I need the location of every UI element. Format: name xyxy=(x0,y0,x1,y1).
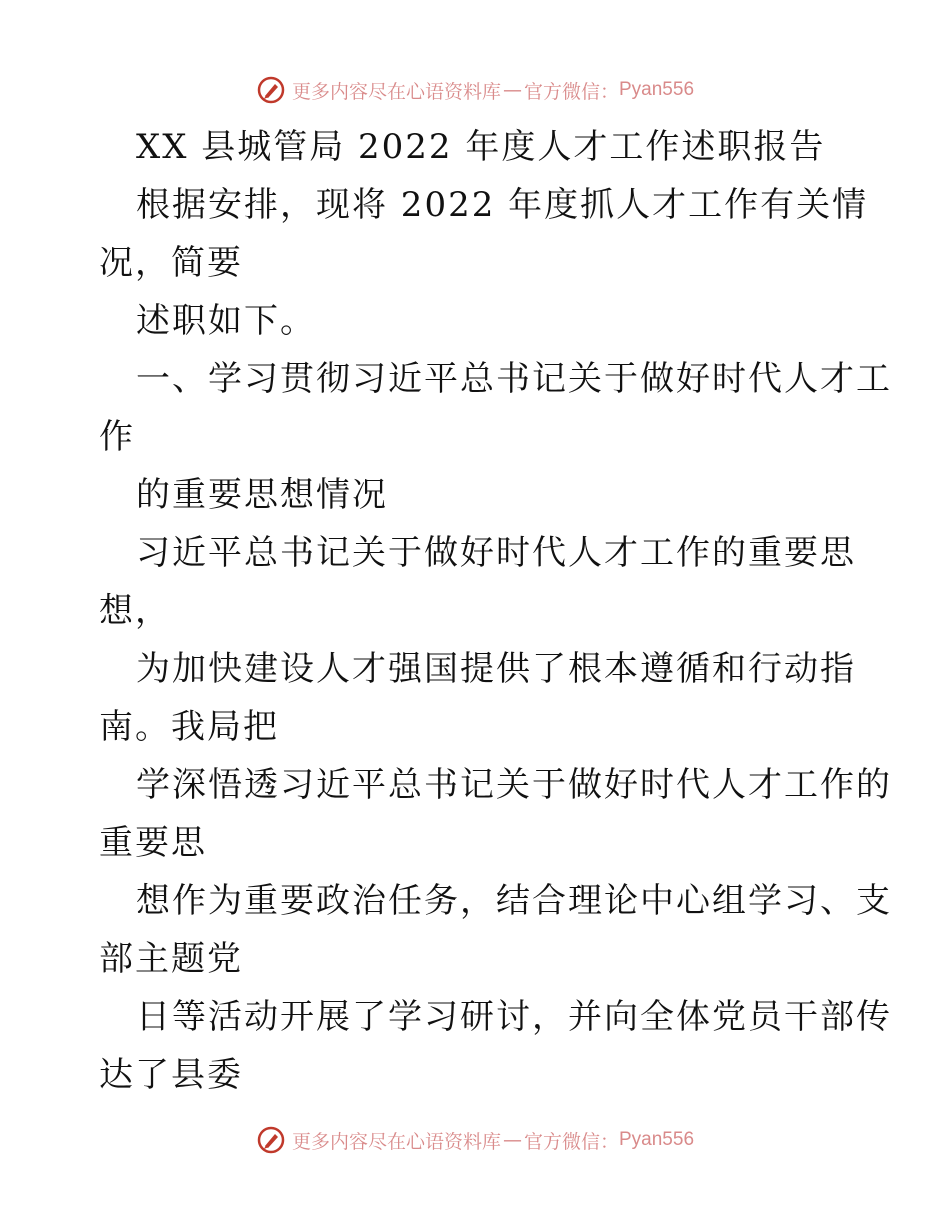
paragraph-line: 重要思 xyxy=(99,823,207,863)
paragraph-line: 为加快建设人才强国提供了根本遵循和行动指 xyxy=(136,649,856,689)
watermark-wechat-label: 官方微信： xyxy=(523,80,619,103)
paragraph-line: 习近平总书记关于做好时代人才工作的重要思 xyxy=(136,533,856,573)
section-heading: 一、学习贯彻习近平总书记关于做好时代人才工 xyxy=(136,359,892,399)
paragraph-line: 学深悟透习近平总书记关于做好时代人才工作的 xyxy=(136,765,892,805)
section-heading: 的重要思想情况 xyxy=(136,475,388,515)
paragraph-line: 述职如下。 xyxy=(136,301,316,341)
pen-logo-icon xyxy=(256,75,286,105)
watermark-text: 更多内容尽在心语资料库 xyxy=(291,80,501,103)
watermark-wechat-label: 官方微信： xyxy=(523,1130,619,1153)
paragraph-line: 况，简要 xyxy=(99,243,243,283)
paragraph-line: 想作为重要政治任务，结合理论中心组学习、支 xyxy=(136,881,892,921)
paragraph-line: 想， xyxy=(99,591,171,631)
section-heading: 作 xyxy=(99,417,135,457)
paragraph-line: 部主题党 xyxy=(99,939,243,979)
watermark-text: 更多内容尽在心语资料库 xyxy=(291,1130,501,1153)
watermark-separator: — xyxy=(502,1129,522,1151)
document-title: XX 县城管局 2022 年度人才工作述职报告 xyxy=(136,127,826,167)
watermark-wechat-id: Pyan556 xyxy=(619,1129,695,1150)
watermark-wechat-id: Pyan556 xyxy=(619,79,695,100)
paragraph-line: 根据安排，现将 2022 年度抓人才工作有关情 xyxy=(136,185,869,225)
paragraph-line: 达了县委 xyxy=(99,1055,243,1095)
watermark-header xyxy=(0,70,950,110)
pen-logo-icon xyxy=(256,1125,286,1155)
paragraph-line: 日等活动开展了学习研讨，并向全体党员干部传 xyxy=(136,997,892,1037)
watermark-separator: — xyxy=(502,79,522,101)
watermark-footer xyxy=(0,1120,950,1160)
paragraph-line: 南。我局把 xyxy=(99,707,279,747)
